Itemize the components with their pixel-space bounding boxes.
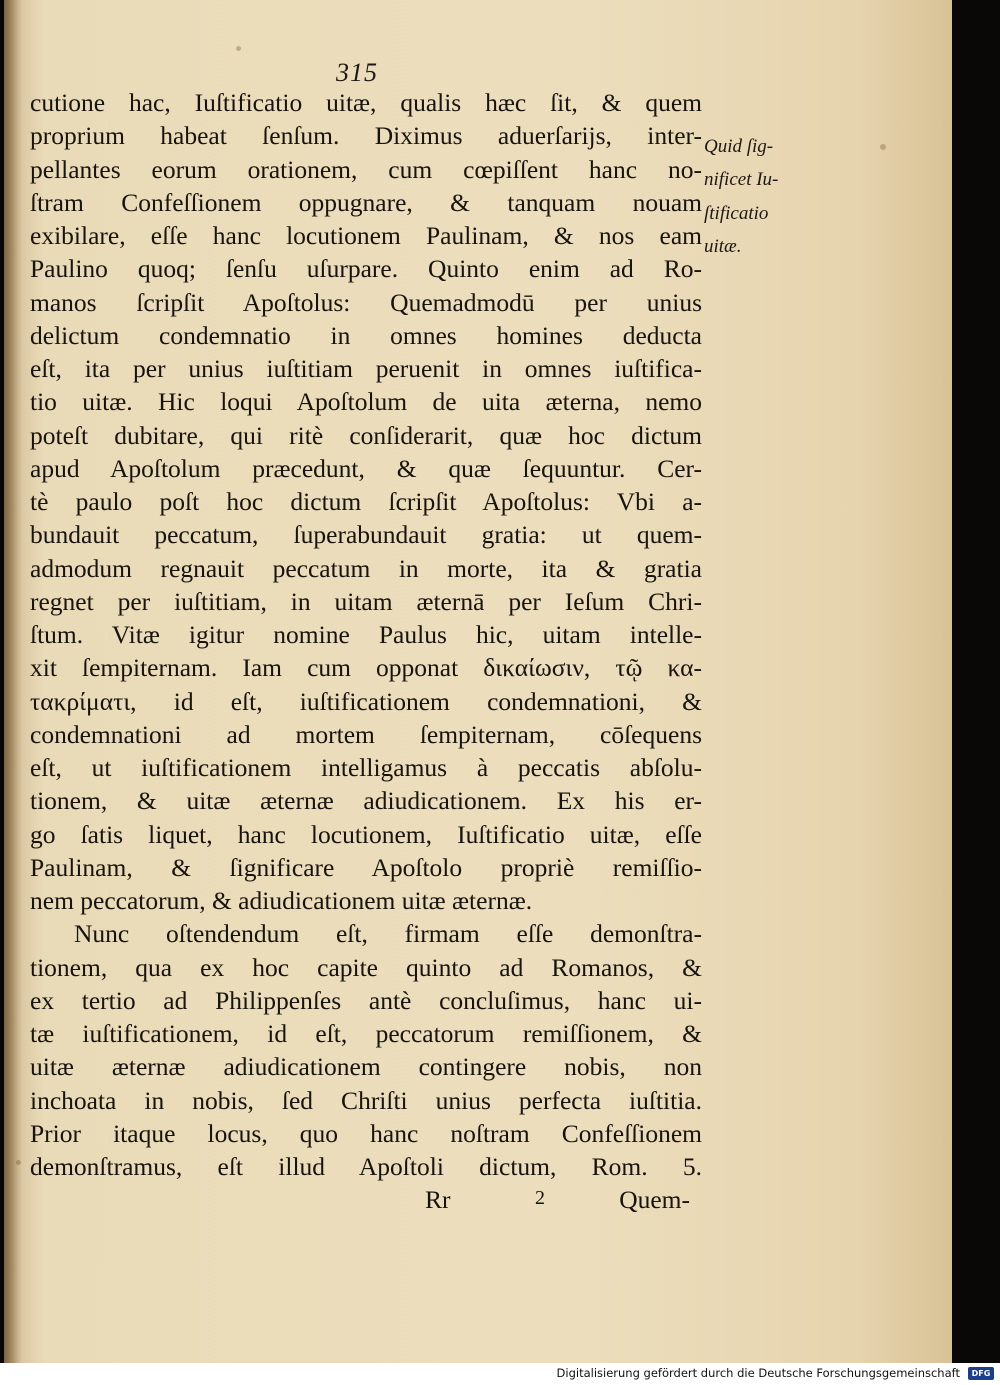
text-line: tionem, qua ex hoc capite quinto ad Romanos, & [30, 952, 702, 982]
text-line: apud Apoſtolum præcedunt, & quæ ſequuntur. Cer- [30, 453, 702, 483]
dfg-logo: DFG [968, 1367, 994, 1380]
marginal-note-line: uitæ. [704, 235, 742, 257]
funding-notice: Digitalisierung gefördert durch die Deutsche Forschungsgemeinschaft [556, 1366, 960, 1380]
text-line: eſt, ita per unius iuſtitiam peruenit in omnes iuſtifica- [30, 354, 702, 383]
text-line: ſtram Confeſſionem oppugnare, & tanquam nouam [30, 187, 702, 217]
text-line: Prior itaque locus, quo hanc noſtram Confeſſionem [30, 1118, 702, 1148]
text-line: ſtum. Vitæ igitur nomine Paulus hic, uitam intelle- [30, 620, 702, 649]
text-line: xit ſempiternam. Iam cum opponat δικαίωσιν, τῷ κα- [30, 653, 702, 683]
text-line: bundauit peccatum, ſuperabundauit gratia: ut quem- [30, 520, 702, 550]
text-line: pellantes eorum orationem, cum cœpiſſent hanc no- [30, 154, 702, 184]
marginal-note-line: ſtificatio [704, 202, 769, 224]
marginal-note-line: Quid ſig- [704, 136, 774, 157]
text-line: proprium habeat ſenſum. Diximus aduerſarijs, inter- [30, 121, 702, 151]
catchword: Quem- [619, 1185, 690, 1214]
signature-number: 2 [535, 1187, 545, 1209]
text-line: nem peccatorum, & adiudicationem uitæ æternæ. [30, 886, 533, 915]
text-line: admodum regnauit peccatum in morte, ita & gratia [30, 553, 702, 583]
text-line: Paulinam, & ſignificare Apoſtolo propriè remiſſio- [30, 852, 702, 882]
marginal-note-line: nificet Iu- [704, 169, 779, 191]
text-line: manos ſcripſit Apoſtolus: Quemadmodū per unius [30, 287, 702, 317]
text-line: condemnationi ad mortem ſempiternam, cōſequens [30, 719, 702, 749]
footer-bar [0, 1363, 1000, 1385]
text-line: go ſatis liquet, hanc locutionem, Iuſtificatio uitæ, eſſe [30, 819, 702, 849]
signature-mark: Rr [425, 1185, 451, 1214]
text-line: regnet per iuſtitiam, in uitam æternā per Ieſum Chri- [30, 586, 702, 616]
text-line: Nunc oſtendendum eſt, firmam eſſe demonſtra- [74, 919, 702, 949]
paper-stain [16, 1160, 21, 1165]
text-line: Paulino quoq; ſenſu uſurpare. Quinto enim ad Ro- [30, 254, 702, 284]
text-line: poteſt dubitare, qui ritè conſiderarit, quæ hoc dictum [30, 420, 702, 450]
marginal-note [704, 130, 800, 263]
paper-stain [236, 46, 241, 51]
text-line: demonſtramus, eſt illud Apoſtoli dictum, Rom. 5. [30, 1152, 702, 1181]
text-line: eſt, ut iuſtificationem intelligamus à peccatis abſolu- [30, 753, 702, 782]
text-line: cutione hac, Iuſtificatio uitæ, qualis hæc ſit, & quem [30, 88, 702, 117]
text-line: tio uitæ. Hic loqui Apoſtolum de uita æterna, nemo [30, 387, 702, 417]
body-text [30, 86, 702, 1183]
text-line: tionem, & uitæ æternæ adiudicationem. Ex his er- [30, 786, 702, 816]
text-line: delictum condemnatio in omnes homines deducta [30, 320, 702, 350]
text-line: uitæ æternæ adiudicationem contingere nobis, non [30, 1052, 702, 1082]
paper-stain [880, 144, 886, 150]
text-line: inchoata in nobis, ſed Chriſti unius perfecta iuſtitia. [30, 1085, 702, 1115]
text-line: tè paulo poſt hoc dictum ſcripſit Apoſtolus: Vbi a- [30, 487, 702, 516]
text-line: τακρίματι, id eſt, iuſtificationem condemnationi, & [30, 686, 702, 716]
text-line: tæ iuſtificationem, id eſt, peccatorum remiſſionem, & [30, 1019, 702, 1048]
book-page [4, 0, 952, 1363]
page-number: 315 [336, 58, 378, 87]
text-line: exibilare, eſſe hanc locutionem Paulinam, & nos eam [30, 221, 702, 250]
text-line: ex tertio ad Philippenſes antè concluſimus, hanc ui- [30, 985, 702, 1015]
catchword-row [30, 1185, 690, 1219]
